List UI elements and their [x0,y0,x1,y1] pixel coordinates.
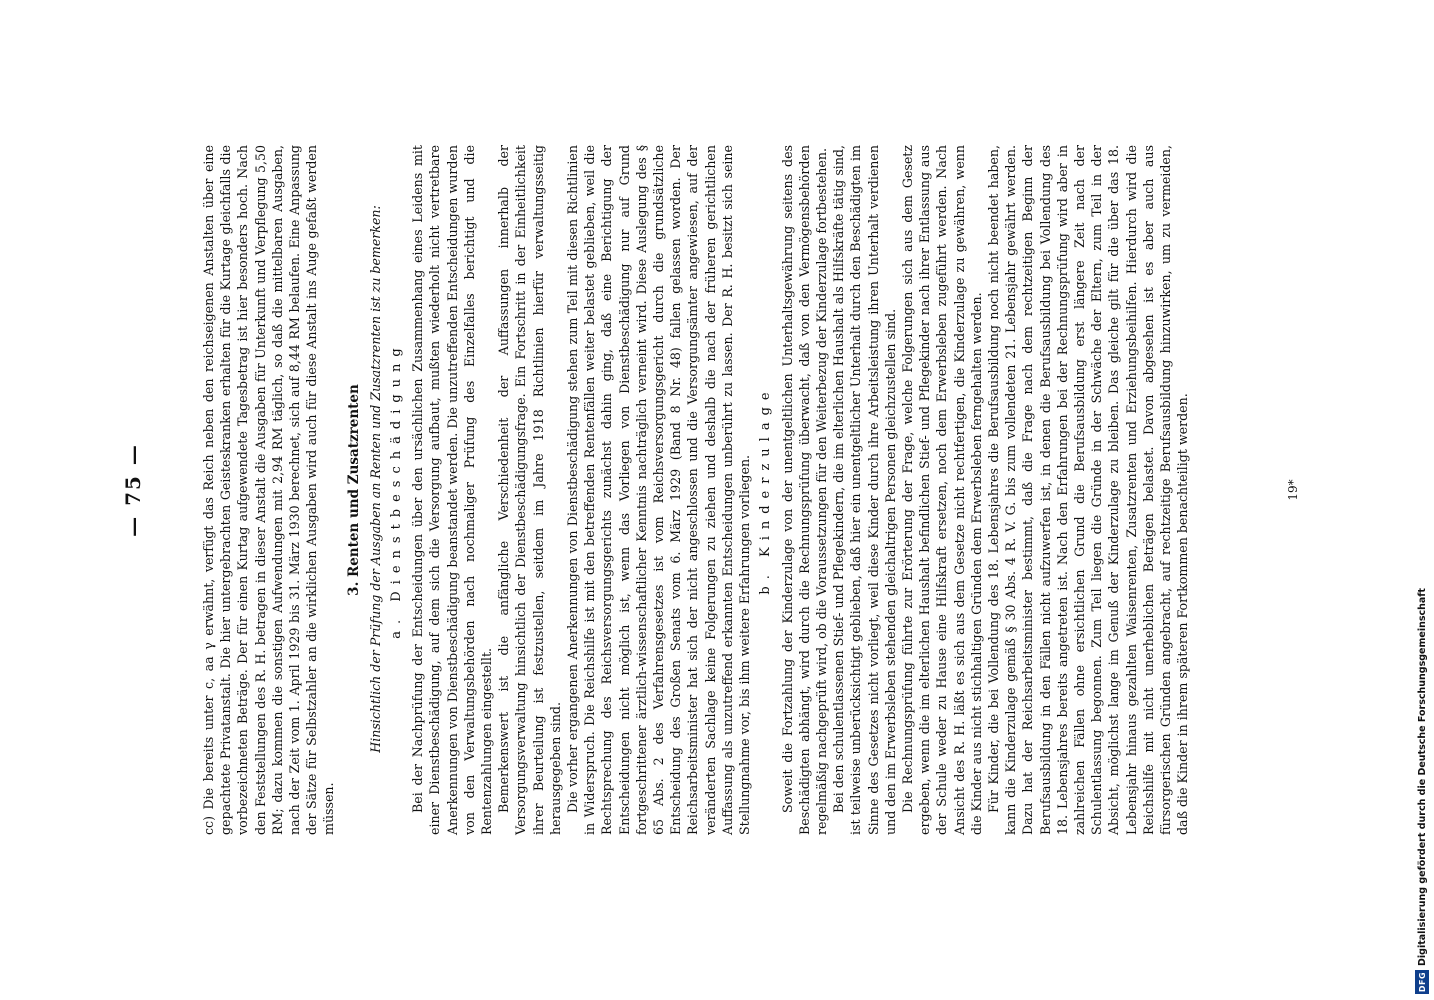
page-number-header: — 75 — [121,443,145,537]
paragraph-a3: Die vorher ergangenen Anerkennungen von Dienstbeschädigung stehen zum Teil mit diesen Richtlinien in Widerspruch. Die Reichshilfe ist mit den betreffenden Rentenfällen weiter belastet geblieben, weil die Rechtsprechung des Reichsversorgungsgerichts zunächst dahin ging, daß eine Berichtigung der Entscheidungen nicht möglich ist, wenn das Vorliegen von Dienstbeschädigung nur auf Grund fortgeschrittener ärztlich-wissenschaftlicher Kenntnis nachträglich verneint wird. Diese Auslegung des § 65 Abs. 2 des Verfahrensgesetzes ist vom Reichsversorgungsgericht durch die grundsätzliche Entscheidung des Großen Senats vom 6. März 1929 (Band 8 Nr. 48) fallen gelassen worden. Der Reichsarbeitsminister hat sich der nicht angeschlossen und die Versorgungsämter angewiesen, auf der veränderten Sachlage keine Folgerungen zu ziehen und deshalb die nach der früheren gerichtlichen Auffassung als unzutreffend erkannten Entscheidungen unberührt zu lassen. Der R. H. besitzt sich seine Stellungnahme vor, bis ihm weitere Erfahrungen vorliegen. [565,145,753,835]
section-intro: Hinsichtlich der Prüfung der Ausgaben an Renten und Zusatzrenten ist zu bemerken: [367,205,383,753]
digitization-credit-bar [1412,0,1432,1000]
section-title: 3. Renten und Zusatzrenten [345,384,362,596]
paragraph-b2: Bei den schulentlassenen Stief- und Pflegekindern, die im elterlichen Haushalt als Hilfskräfte tätig sind, ist teilweise unberücksichtigt geblieben, daß hier ein unentgeltlicher Unterhalt durch den Beschädigten im Sinne des Gesetzes nicht vorliegt, weil diese Kinder durch ihre Arbeitsleistung ihren Unterhalt verdienen und den im Erwerbsleben stehenden gleichaltrigen Personen gleichzustellen sind. [831,145,898,835]
paragraph-b4: Für Kinder, die bei Vollendung des 18. Lebensjahres die Berufsausbildung noch nicht beendet haben, kann die Kinderzulage gemäß § 30 Abs. 4 R. V. G. bis zum vollendeten 21. Lebensjahr gewährt werden. Dazu hat der Reichsarbeitsminister bestimmt, daß die Frage nach dem rechtzeitigen Beginn der Berufsausbildung in den Fällen nicht aufzuwerfen ist, in denen die Berufsausbildung bei Vollendung des 18. Lebensjahres bereits angetreten ist. Nach den Erfahrungen bei der Rechnungsprüfung wird aber in zahlreichen Fällen ohne ersichtlichen Grund die Berufsausbildung erst längere Zeit nach der Schulentlassung begonnen. Zum Teil liegen die Gründe in der Schwäche der Eltern, zum Teil in der Absicht, möglichst lange im Genuß der Kinderzulage zu bleiben. Das gleiche gilt für die über das 18. Lebensjahr hinaus gezahlten Waisenrenten, Zusatzrenten und Erziehungsbeihilfen. Hierdurch wird die Reichshilfe mit nicht unerheblichen Beträgen belastet. Davon abgesehen ist es aber auch aus fürsorgerischen Gründen angebracht, auf rechtzeitige Berufsausbildung hinzuwirken, um zu vermeiden, daß die Kinder in ihrem späteren Fortkommen benachteiligt werden. [985,145,1191,835]
subsection-a-title: a. Dienstbeschädigung [389,341,405,639]
document-page [121,145,1310,835]
subsection-b-title: b. Kinderzulage [758,385,774,595]
signature-mark: 19* [1286,479,1300,501]
paragraph-b1: Soweit die Fortzahlung der Kinderzulage von der unentgeltlichen Unterhaltsgewährung seitens des Beschädigten abhängt, wird durch die Rechnungsprüfung überwacht, daß von den Vermögensbehörden regelmäßig nachgeprüft wird, ob die Voraussetzungen für den Weiterbezug der Kinderzulage fortbestehen. [779,145,829,835]
paragraph-a1: Bei der Nachprüfung der Entscheidungen über den ursächlichen Zusammenhang eines Leidens mit einer Dienstbeschädigung, auf dem sich die Versorgung aufbaut, mußten wiederholt nicht vertretbare Anerkennungen von Dienstbeschädigung beanstandet werden. Die unzutreffenden Entscheidungen wurden von den Verwaltungsbehörden nach nochmaliger Prüfung des Einzelfalles berichtigt und die Rentenzahlungen eingestellt. [410,145,495,835]
paragraph-a2: Bemerkenswert ist die anfängliche Verschiedenheit der Auffassungen innerhalb der Versorgungsverwaltung hinsichtlich der Dienstbeschädigungsfrage. Ein Fortschritt in der Einheitlichkeit ihrer Beurteilung ist festzustellen, seitdem im Jahre 1918 Richtlinien hierfür verwaltungsseitig herausgegeben sind. [496,145,563,835]
dfg-logo: DFG [1415,970,1429,994]
paragraph-cc: cc) Die bereits unter c, aa γ erwähnt, verfügt das Reich neben den reichseigenen Anstalten über eine gepachtete Privatanstalt. Die hier untergebrachten Geisteskranken erhalten für die Kurtage gleichfalls die vorbezeichneten Beträge. Der für einen Kurtag aufgewendete Tagesbetrag ist hier besonders hoch. Nach den Feststellungen des R. H. betragen in dieser Anstalt die Ausgaben für Unterkunft und Verpflegung 5,50 RM; dazu kommen die sonstigen Aufwendungen mit 2,94 RM täglich, so daß die mittelbaren Ausgaben, nach der Zeit vom 1. April 1929 bis 31. März 1930 berechnet, sich auf 8,44 RM belaufen. Eine Anpassung der Sätze für Selbstzahler an die wirklichen Ausgaben wird auch für diese Anstalt ins Auge gefaßt werden müssen. [201,145,337,835]
paragraph-b3: Die Rechnungsprüfung führte zur Erörterung der Frage, welche Folgerungen sich aus dem Gesetz ergeben, wenn die im elterlichen Haushalt befindlichen Stief- und Pflegekinder nach ihrer Entlassung aus der Schule weder zu Hause eine Hilfskraft ersetzen, noch dem Erwerbsleben zugeführt werden. Nach Ansicht des R. H. läßt es sich aus dem Gesetze nicht rechtfertigen, die Kinderzulage zu gewähren, wenn die Kinder aus nicht stichhaltigen Gründen dem Erwerbsleben ferngehalten werden. [899,145,984,835]
digitization-credit-text: Digitalisierung gefördert durch die Deutsche Forschungsgemeinschaft [1416,588,1428,966]
